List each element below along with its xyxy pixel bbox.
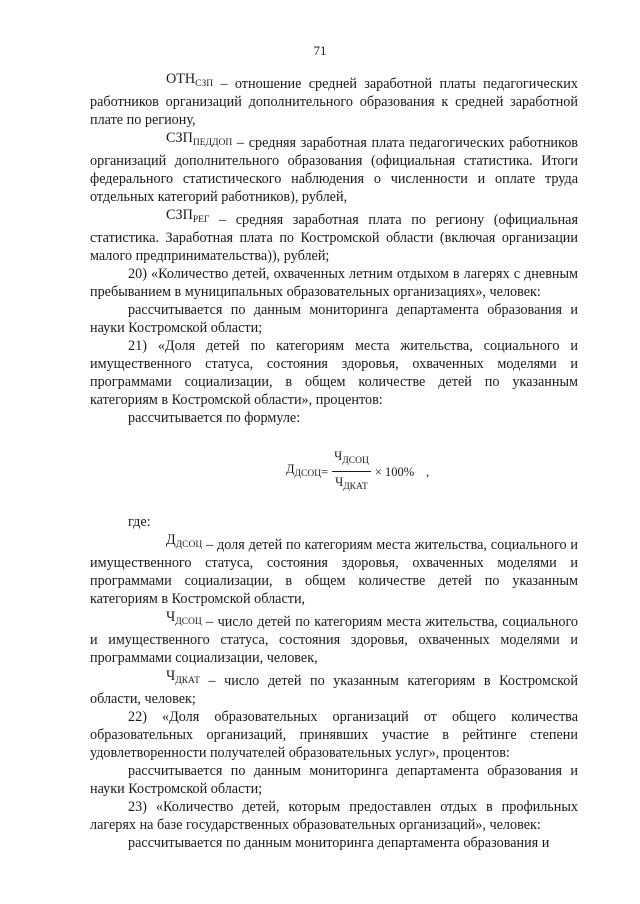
definition-d-dsots-text: – доля детей по категориям места жительства, социального и имущественного статуса, состояния здоровья, охваченных моделями и программами социализации, в общем количестве детей по указанным категориям в Костромской области, — [90, 537, 578, 607]
item-20-title: 20) «Количество детей, охваченных летним отдыхом в лагерях с дневным пребыванием в муниципальных образовательных организациях», человек: — [90, 266, 578, 300]
symbol-d-dsots-base: Д — [166, 532, 176, 548]
formula-numerator-subscript: ДСОЦ — [342, 456, 369, 466]
definition-d-dsots — [90, 531, 578, 608]
formula-denominator-base: Ч — [335, 475, 344, 489]
definition-ch-dsots-text: – число детей по категориям места жительства, социального и имущественного статуса, состояния здоровья, охваченных моделями и программами социализации, человек, — [90, 614, 578, 666]
symbol-d-dsots-subscript: ДСОЦ — [175, 540, 203, 550]
symbol-otn — [128, 70, 213, 93]
symbol-szp-peddop-subscript: ПЕДДОП — [192, 138, 233, 148]
symbol-d-dsots — [128, 531, 202, 554]
formula-denominator-subscript: ДКАТ — [343, 482, 368, 492]
formula-lhs-subscript: ДСОЦ — [294, 469, 322, 479]
symbol-szp-reg-subscript: РЕГ — [192, 215, 210, 225]
definition-szp-reg — [90, 206, 578, 265]
formula — [286, 447, 414, 496]
definition-szp-reg-text: – средняя заработная плата по региону (официальная статистика. Заработная плата по Костромской области (включая организации малого предпринимательства)), рублей; — [90, 212, 578, 264]
symbol-szp-reg-base: СЗП — [166, 207, 193, 223]
item-23-title: 23) «Количество детей, которым предоставлен отдых в профильных лагерях на базе государственных образовательных организаций», человек: — [90, 799, 578, 833]
symbol-ch-dsots-base: Ч — [166, 609, 176, 625]
symbol-szp-reg — [128, 206, 209, 229]
formula-lhs — [286, 460, 321, 483]
symbol-otn-base: ОТН — [166, 71, 196, 87]
item-20-calculation: рассчитывается по данным мониторинга департамента образования и науки Костромской области; — [90, 302, 578, 336]
formula-numerator — [332, 447, 371, 472]
symbol-ch-dsots — [128, 608, 202, 631]
definition-szp-peddop — [90, 129, 578, 206]
item-23-calculation: рассчитывается по данным мониторинга департамента образования и — [128, 835, 550, 851]
formula-numerator-base: Ч — [334, 449, 343, 463]
item-22-title: 22) «Доля образовательных организаций от общего количества образовательных организаций, принявших участие в рейтинге степени удовлетворенности получателей образовательных услуг», процентов: — [90, 709, 578, 761]
item-21-calculation: рассчитывается по формуле: — [128, 410, 301, 426]
symbol-szp-peddop — [128, 129, 232, 152]
symbol-ch-dkat — [128, 667, 200, 690]
where-label: где: — [128, 514, 151, 530]
definition-szp-peddop-text: – средняя заработная плата педагогических работников организаций дополнительного образования (официальная статистика. Итоги федерального статистического наблюдения о численности и оплате труда отдельных категорий работников), рублей, — [90, 135, 578, 205]
definition-ch-dkat-text: – число детей по указанным категориям в Костромской области, человек; — [90, 673, 578, 707]
symbol-otn-subscript: СЗП — [195, 79, 214, 89]
formula-comma: , — [426, 464, 430, 479]
item-21-title: 21) «Доля детей по категориям места жительства, социального и имущественного статуса, состояния здоровья, охваченных моделями и программами социализации, в общем количестве детей по указанным категориям в Костромской области», процентов: — [90, 338, 578, 408]
document-body — [90, 70, 578, 852]
formula-denominator — [333, 472, 370, 496]
definition-otn — [90, 70, 578, 129]
formula-multiplier: × 100% — [374, 464, 415, 479]
symbol-szp-peddop-base: СЗП — [166, 130, 193, 146]
formula-lhs-base: Д — [286, 462, 295, 476]
formula-block — [90, 437, 578, 501]
definition-otn-text: – отношение средней заработной платы педагогических работников организаций дополнительного образования к средней заработной плате по региону, — [90, 76, 578, 128]
definition-ch-dsots — [90, 608, 578, 667]
symbol-ch-dkat-subscript: ДКАТ — [175, 676, 200, 686]
symbol-ch-dsots-subscript: ДСОЦ — [175, 617, 202, 627]
item-22-calculation: рассчитывается по данным мониторинга департамента образования и науки Костромской области; — [90, 763, 578, 797]
formula-fraction — [332, 447, 371, 496]
definition-ch-dkat — [90, 667, 578, 708]
formula-equals: = — [321, 464, 329, 479]
symbol-ch-dkat-base: Ч — [166, 668, 176, 684]
page-number: 71 — [313, 43, 327, 58]
